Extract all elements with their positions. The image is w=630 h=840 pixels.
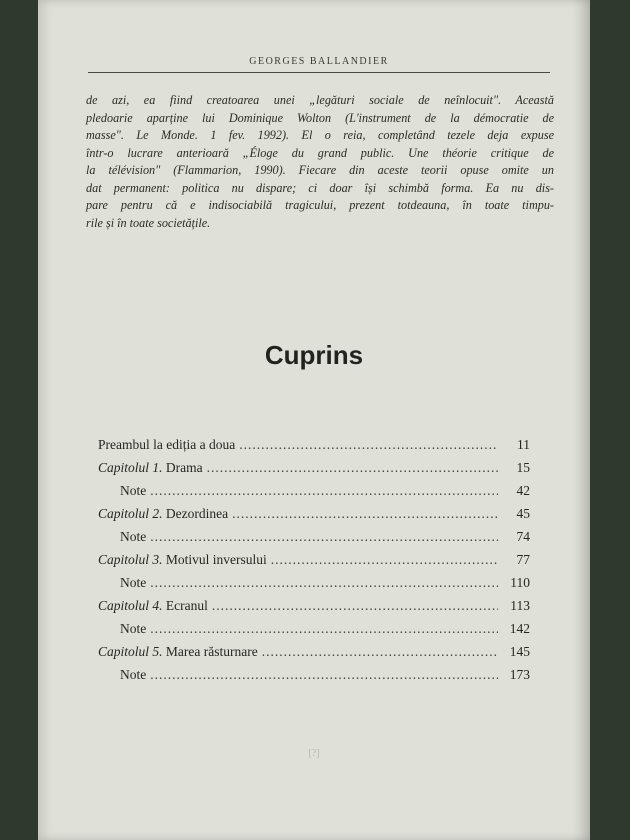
toc-entry-notes	[98, 621, 530, 644]
table-of-contents	[98, 437, 530, 690]
toc-page-number: 11	[517, 437, 530, 452]
toc-label: Motivul inversului	[162, 552, 267, 567]
toc-page-number: 45	[516, 506, 530, 521]
toc-entry	[98, 644, 530, 667]
dot-leader	[232, 506, 498, 522]
excerpt-line: la télévision" (Flammarion, 1990). Fiecare din aceste teorii opuse omite un	[86, 163, 554, 177]
toc-label: Note	[120, 529, 147, 544]
toc-entry	[98, 598, 530, 621]
toc-label: Marea răsturnare	[162, 644, 258, 659]
toc-entry-notes	[98, 483, 530, 506]
toc-label: Note	[120, 575, 147, 590]
toc-prefix: Capitolul 2.	[98, 506, 163, 521]
toc-prefix: Capitolul 4.	[98, 598, 163, 613]
dot-leader	[239, 437, 498, 453]
toc-entry-notes	[98, 529, 530, 552]
toc-entry-notes	[98, 667, 530, 690]
header-rule	[88, 72, 550, 73]
toc-label: Ecranul	[162, 598, 208, 613]
dot-leader	[150, 483, 498, 499]
page-edge-shadow	[572, 0, 590, 840]
excerpt-line: masse". Le Monde. 1 fev. 1992). El o reia, completând tezele deja expuse	[86, 128, 554, 142]
running-header: GEORGES BALLANDIER	[249, 56, 389, 67]
toc-prefix: Capitolul 5.	[98, 644, 163, 659]
toc-entry	[98, 460, 530, 483]
dot-leader	[150, 667, 498, 683]
excerpt-line: dat permanent: politica nu dispare; ci doar își schimbă forma. Ea nu dis-	[86, 180, 554, 195]
toc-page-number: 77	[516, 552, 530, 567]
dot-leader	[271, 552, 498, 568]
toc-page-number: 142	[509, 621, 530, 636]
toc-label: Dezordinea	[162, 506, 229, 521]
excerpt-line: într-o lucrare anterioară „Éloge du grand public. Une théorie critique de	[86, 145, 554, 160]
toc-prefix: Capitolul 1.	[98, 460, 163, 475]
toc-entry	[98, 437, 530, 460]
toc-label: Preambul la ediția a doua	[98, 437, 236, 452]
toc-page-number: 145	[509, 644, 530, 659]
toc-label: Note	[120, 667, 147, 682]
book-page	[38, 0, 590, 840]
toc-label: Note	[120, 483, 147, 498]
toc-entry-notes	[98, 575, 530, 598]
toc-page-number: 113	[510, 598, 530, 613]
page-folio: [?]	[308, 748, 320, 759]
toc-entry	[98, 506, 530, 529]
dot-leader	[150, 621, 498, 637]
contents-title: Cuprins	[264, 340, 364, 370]
excerpt-line: de azi, ea fiind creatoarea unei „legături sociale de neînlocuit". Această	[86, 93, 554, 107]
toc-prefix: Capitolul 3.	[98, 552, 163, 567]
toc-label: Note	[120, 621, 147, 636]
excerpt-line: pledoarie aparține lui Dominique Wolton (L'instrument de la démocratie de	[86, 110, 554, 125]
italic-excerpt	[86, 92, 554, 232]
toc-page-number: 42	[516, 483, 530, 498]
toc-page-number: 110	[510, 575, 530, 590]
toc-label: Drama	[162, 460, 203, 475]
dot-leader	[262, 644, 498, 660]
toc-page-number: 173	[509, 667, 530, 682]
excerpt-line: rile și în toate societățile.	[86, 215, 211, 230]
dot-leader	[212, 598, 498, 614]
excerpt-line: pare pentru că e indisociabilă tragicului, prezent totdeauna, în toate timpu-	[86, 198, 554, 212]
toc-entry	[98, 552, 530, 575]
dot-leader	[150, 575, 498, 591]
dot-leader	[207, 460, 498, 476]
dot-leader	[150, 529, 498, 545]
toc-page-number: 74	[516, 529, 530, 544]
toc-page-number: 15	[516, 460, 530, 475]
